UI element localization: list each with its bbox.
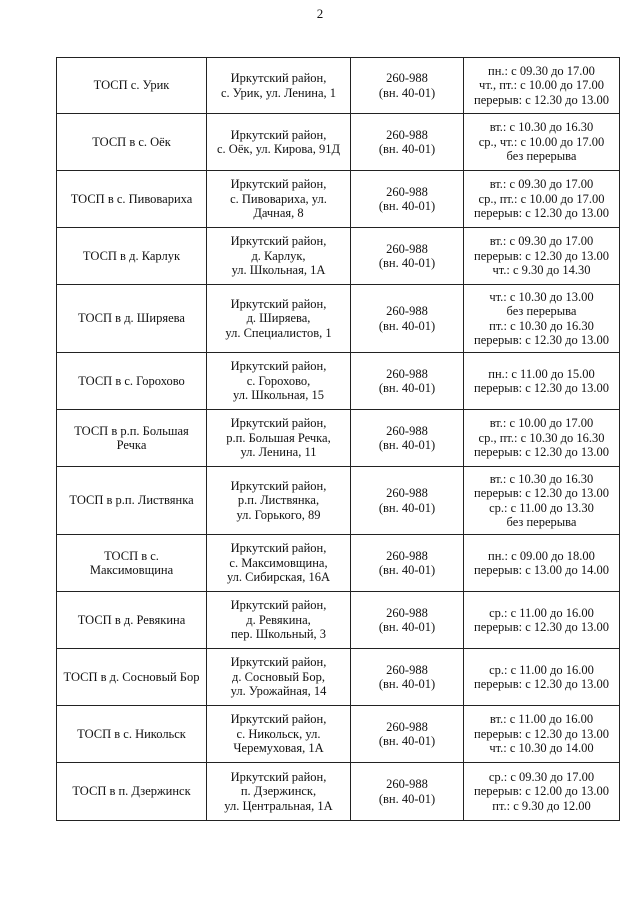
address-line: Иркутский район,: [230, 127, 327, 142]
phone-extension: (вн. 40-01): [378, 381, 436, 395]
phone-extension: (вн. 40-01): [378, 85, 436, 100]
phone-number: 260-988: [386, 486, 428, 500]
phone-number: 260-988: [386, 127, 428, 142]
office-name-cell: [57, 706, 207, 763]
table-row: [57, 228, 620, 285]
address-line: с. Горохово,: [246, 373, 311, 388]
phone-number: 260-988: [386, 777, 428, 791]
address-line: д. Ревякина,: [246, 612, 311, 627]
office-name-cell: [57, 285, 207, 353]
phone-number: 260-988: [386, 605, 428, 620]
phone-number: 260-988: [386, 423, 428, 438]
phone-cell: [351, 763, 464, 821]
schedule-cell: [464, 706, 620, 763]
table-row: [57, 58, 620, 114]
address-line: Иркутский район,: [230, 541, 327, 556]
schedule-line: перерыв: с 12.30 до 13.00: [474, 248, 609, 263]
phone-extension: (вн. 40-01): [378, 677, 436, 691]
schedule-line: пн.: с 09.30 до 17.00: [488, 63, 595, 78]
address-line: ул. Центральная, 1А: [224, 798, 333, 813]
phone-extension: (вн. 40-01): [378, 620, 436, 634]
phone-cell: [351, 114, 464, 171]
schedule-cell: [464, 763, 620, 821]
office-name: ТОСП в п. Дзержинск: [72, 784, 191, 799]
address-line: Иркутский район,: [230, 769, 327, 784]
address-line: д. Ширяева,: [246, 311, 311, 326]
address-line: Иркутский район,: [230, 416, 327, 431]
schedule-line: без перерыва: [506, 304, 577, 318]
phone-extension: (вн. 40-01): [378, 563, 436, 577]
phone-extension: (вн. 40-01): [378, 142, 436, 156]
address-cell: [207, 592, 351, 649]
table-row: [57, 467, 620, 535]
schedule-line: ср., пт.: с 10.30 до 16.30: [478, 430, 605, 445]
schedule-line: перерыв: с 12.30 до 13.00: [474, 677, 609, 691]
office-name: ТОСП в д. Сосновый Бор: [63, 669, 200, 684]
phone-number: 260-988: [386, 548, 428, 563]
schedule-line: чт., пт.: с 10.00 до 17.00: [479, 78, 604, 93]
schedule-line: ср., чт.: с 10.00 до 17.00: [478, 134, 605, 149]
phone-number: 260-988: [386, 71, 428, 85]
schedule-line: чт.: с 10.30 до 14.00: [489, 741, 594, 756]
offices-table: [56, 57, 620, 821]
schedule-line: ср.: с 09.30 до 17.00: [488, 769, 595, 784]
address-line: с. Максимовщина,: [229, 555, 328, 570]
address-cell: [207, 535, 351, 592]
office-name-cell: [57, 467, 207, 535]
office-name-cell: [57, 228, 207, 285]
office-name: ТОСП с. Урик: [93, 78, 170, 93]
schedule-cell: [464, 410, 620, 467]
address-line: Иркутский район,: [230, 478, 327, 493]
table-row: [57, 763, 620, 821]
address-cell: [207, 58, 351, 114]
schedule-line: пт.: с 9.30 до 12.00: [492, 798, 591, 813]
schedule-line: ср.: с 11.00 до 16.00: [489, 662, 594, 677]
schedule-line: пт.: с 10.30 до 16.30: [489, 318, 594, 333]
schedule-line: вт.: с 10.00 до 17.00: [489, 416, 594, 431]
table-row: [57, 410, 620, 467]
schedule-line: ср., пт.: с 10.00 до 17.00: [478, 191, 605, 206]
phone-cell: [351, 171, 464, 228]
schedule-line: без перерыва: [506, 515, 577, 529]
address-line: ул. Ленина, 11: [240, 445, 317, 460]
phone-cell: [351, 467, 464, 535]
schedule-line: вт.: с 11.00 до 16.00: [489, 712, 594, 727]
phone-extension: (вн. 40-01): [378, 318, 436, 333]
address-cell: [207, 114, 351, 171]
address-line: ул. Урожайная, 14: [230, 684, 327, 699]
address-line: Иркутский район,: [230, 359, 327, 374]
address-line: пер. Школьный, 3: [230, 627, 327, 642]
schedule-line: перерыв: с 12.30 до 13.00: [474, 726, 609, 741]
address-line: Иркутский район,: [230, 71, 327, 85]
office-name: ТОСП в с. Никольск: [77, 726, 186, 741]
schedule-cell: [464, 228, 620, 285]
address-cell: [207, 410, 351, 467]
office-name-cell: [57, 171, 207, 228]
phone-number: 260-988: [386, 304, 428, 318]
address-cell: [207, 763, 351, 821]
schedule-line: без перерыва: [506, 149, 577, 164]
office-name-cell: [57, 114, 207, 171]
office-name: ТОСП в с. Максимовщина: [89, 548, 174, 577]
address-cell: [207, 228, 351, 285]
phone-extension: (вн. 40-01): [378, 791, 436, 806]
office-name-cell: [57, 353, 207, 410]
address-line: Дачная, 8: [253, 206, 304, 221]
table-row: [57, 535, 620, 592]
address-line: Иркутский район,: [230, 598, 327, 613]
address-line: ул. Сибирская, 16А: [226, 570, 331, 585]
office-name: ТОСП в д. Карлук: [82, 248, 181, 263]
schedule-line: пн.: с 11.00 до 15.00: [488, 366, 595, 381]
table-row: [57, 171, 620, 228]
phone-cell: [351, 592, 464, 649]
address-line: р.п. Листвянка,: [237, 493, 320, 508]
schedule-line: ср.: с 11.00 до 13.30: [489, 500, 594, 515]
table-row: [57, 592, 620, 649]
phone-number: 260-988: [386, 366, 428, 381]
schedule-line: вт.: с 10.30 до 16.30: [489, 120, 594, 135]
address-cell: [207, 706, 351, 763]
office-name-cell: [57, 58, 207, 114]
address-line: с. Урик, ул. Ленина, 1: [220, 85, 337, 100]
address-line: ул. Специалистов, 1: [225, 325, 332, 340]
phone-extension: (вн. 40-01): [378, 438, 436, 452]
address-line: ул. Школьная, 1А: [231, 263, 326, 278]
phone-number: 260-988: [386, 719, 428, 734]
schedule-line: чт.: с 10.30 до 13.00: [489, 289, 594, 304]
phone-extension: (вн. 40-01): [378, 500, 436, 515]
schedule-cell: [464, 467, 620, 535]
phone-extension: (вн. 40-01): [378, 734, 436, 748]
schedule-line: перерыв: с 12.30 до 13.00: [474, 445, 609, 460]
office-name: ТОСП в р.п. Большая Речка: [74, 423, 189, 452]
address-cell: [207, 649, 351, 706]
office-name-cell: [57, 649, 207, 706]
table-row: [57, 114, 620, 171]
office-name: ТОСП в с. Горохово: [78, 373, 185, 388]
schedule-line: перерыв: с 12.30 до 13.00: [474, 92, 609, 107]
office-name-cell: [57, 763, 207, 821]
address-line: Иркутский район,: [230, 296, 327, 311]
address-line: Черемуховая, 1А: [233, 741, 324, 756]
address-line: с. Никольск, ул.: [236, 726, 321, 741]
schedule-cell: [464, 353, 620, 410]
offices-table-body: [57, 58, 620, 821]
office-name: ТОСП в с. Пивовариха: [70, 191, 193, 206]
office-name-cell: [57, 410, 207, 467]
schedule-cell: [464, 535, 620, 592]
office-name-cell: [57, 592, 207, 649]
phone-cell: [351, 353, 464, 410]
schedule-line: перерыв: с 12.00 до 13.00: [474, 784, 609, 799]
phone-number: 260-988: [386, 184, 428, 199]
office-name: ТОСП в д. Ревякина: [77, 612, 186, 627]
phone-cell: [351, 706, 464, 763]
phone-cell: [351, 535, 464, 592]
address-cell: [207, 467, 351, 535]
table-row: [57, 353, 620, 410]
schedule-cell: [464, 649, 620, 706]
schedule-cell: [464, 592, 620, 649]
phone-cell: [351, 649, 464, 706]
office-name: ТОСП в д. Ширяева: [78, 311, 185, 326]
schedule-cell: [464, 58, 620, 114]
address-line: п. Дзержинск,: [240, 784, 317, 799]
schedule-line: вт.: с 10.30 до 16.30: [489, 471, 594, 486]
address-line: Иркутский район,: [230, 655, 327, 670]
schedule-line: ср.: с 11.00 до 16.00: [489, 605, 594, 620]
schedule-line: перерыв: с 12.30 до 13.00: [474, 381, 609, 395]
schedule-line: перерыв: с 12.30 до 13.00: [474, 333, 609, 347]
address-line: ул. Горького, 89: [236, 507, 321, 522]
address-cell: [207, 353, 351, 410]
schedule-line: перерыв: с 13.00 до 14.00: [474, 563, 609, 577]
office-name: ТОСП в р.п. Листвянка: [69, 493, 194, 508]
phone-extension: (вн. 40-01): [378, 199, 436, 213]
address-line: д. Сосновый Бор,: [232, 669, 325, 684]
address-cell: [207, 171, 351, 228]
schedule-line: пн.: с 09.00 до 18.00: [488, 548, 595, 563]
table-row: [57, 649, 620, 706]
schedule-cell: [464, 171, 620, 228]
address-line: Иркутский район,: [230, 177, 327, 192]
schedule-line: перерыв: с 12.30 до 13.00: [474, 486, 609, 500]
phone-extension: (вн. 40-01): [378, 256, 436, 270]
schedule-cell: [464, 114, 620, 171]
schedule-line: вт.: с 09.30 до 17.00: [489, 234, 594, 249]
phone-cell: [351, 58, 464, 114]
phone-number: 260-988: [386, 662, 428, 677]
address-cell: [207, 285, 351, 353]
table-row: [57, 285, 620, 353]
office-name-cell: [57, 535, 207, 592]
phone-cell: [351, 285, 464, 353]
phone-cell: [351, 410, 464, 467]
schedule-line: перерыв: с 12.30 до 13.00: [474, 620, 609, 634]
office-name: ТОСП в с. Оёк: [92, 134, 171, 149]
table-row: [57, 706, 620, 763]
address-line: Иркутский район,: [230, 234, 327, 249]
schedule-line: вт.: с 09.30 до 17.00: [489, 177, 594, 192]
address-line: Иркутский район,: [230, 712, 327, 727]
page-number: 2: [316, 6, 324, 21]
address-line: ул. Школьная, 15: [233, 388, 324, 403]
schedule-cell: [464, 285, 620, 353]
phone-cell: [351, 228, 464, 285]
address-line: д. Карлук,: [251, 248, 306, 263]
phone-number: 260-988: [386, 241, 428, 256]
address-line: с. Пивовариха, ул.: [230, 191, 327, 206]
schedule-line: чт.: с 9.30 до 14.30: [492, 263, 591, 278]
schedule-line: перерыв: с 12.30 до 13.00: [474, 206, 609, 221]
address-line: р.п. Большая Речка,: [226, 430, 331, 445]
address-line: с. Оёк, ул. Кирова, 91Д: [217, 142, 340, 156]
